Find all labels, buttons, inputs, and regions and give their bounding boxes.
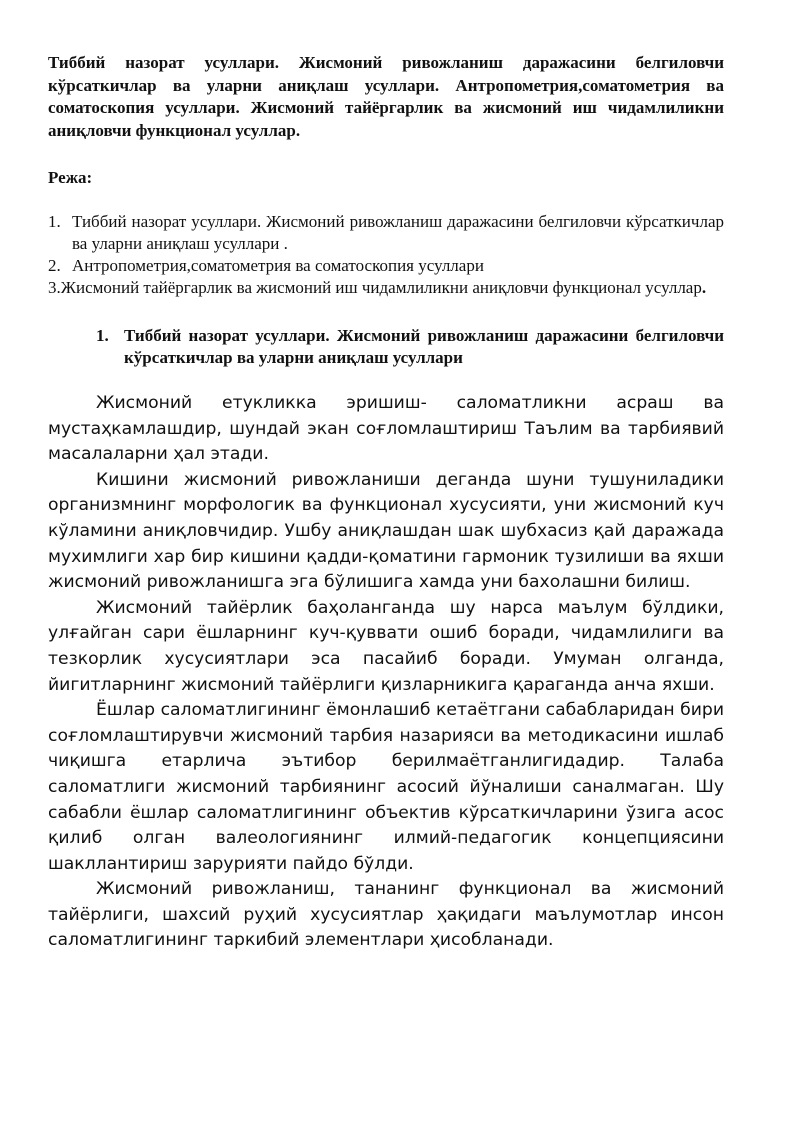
- paragraph: Жисмоний ривожланиш, тананинг функционал ва жисмоний тайёрлиги, шахсий руҳий хусусиятлар ҳақидаги маълумотлар инсон саломатлигининг таркибий элементлари ҳисобланади.: [48, 879, 724, 951]
- section-heading: [96, 325, 724, 369]
- paragraph: Жисмоний тайёрлик баҳоланганда шу нарса маълум бўлдики, улғайган сари ёшларнинг куч-қуввати ошиб боради, чидамлилиги ва тезкорлик хусусиятлари эса пасайиб боради. Умуман олганда, йигитларнинг жисмоний тайёрлиги қизларникига қараганда анча яхши.: [48, 597, 724, 695]
- plan-item-3: [48, 277, 724, 299]
- plan-item-number: 1.: [48, 212, 61, 231]
- plan-item-number: 2.: [48, 256, 61, 275]
- paragraph: Жисмоний етукликка эришиш- саломатликни асраш ва мустаҳкамлашдир, шундай экан соғломлаштириш Таълим ва тарбиявий масалаларни ҳал этади.: [48, 393, 724, 465]
- plan-item-1: [48, 211, 724, 255]
- plan-heading: Режа:: [48, 168, 93, 187]
- section-number: 1.: [96, 326, 109, 345]
- paragraph: Ёшлар саломатлигининг ёмонлашиб кетаётгани сабабларидан бири соғломлаштирувчи жисмоний тарбия назарияси ва методикасини ишлаб чиқишга етарлича эътибор берилмаётганлигидадир. Талаба саломатлиги жисмоний тарбиянинг асосий йўналиши саналмаган. Шу сабабли ёшлар саломатлигининг объектив кўрсаткичларини ўзига асос қилиб олган валеологиянинг илмий-педагогик концепциясини шакллантириш зарурияти пайдо бўлди.: [48, 700, 724, 874]
- plan-list: [48, 211, 724, 299]
- document-body: [48, 52, 724, 954]
- section-title: Тиббий назорат усуллари. Жисмоний ривожланиш даражасини белгиловчи кўрсаткичлар ва уларни аниқлаш усуллари: [124, 326, 724, 367]
- paragraph: Кишини жисмоний ривожланиши деганда шуни тушуниладики организмнинг морфологик ва функционал хусусияти, уни жисмоний куч кўламини аниқловчидир. Ушбу аниқлашдан шак шубхасиз қай даражада мухимлиги хар бир кишини қадди-қоматини гармоник тузилиши ва яхши жисмоний ривожланишга эга бўлишига хамда уни бахолашни билиш.: [48, 469, 724, 593]
- plan-item-2: [48, 255, 724, 277]
- document-title: Тиббий назорат усуллари. Жисмоний ривожланиш даражасини белгиловчи кўрсаткичлар ва уларни аниқлаш усуллари. Антропометрия,соматометрия ва соматоскопия усуллари. Жисмоний тайёргарлик ва жисмоний иш чидамлиликни аниқловчи функционал усуллар.: [48, 53, 724, 140]
- body-text: [48, 391, 724, 954]
- plan-item-text: 3.Жисмоний тайёргарлик ва жисмоний иш чидамлиликни аниқловчи функционал усуллар: [48, 278, 702, 297]
- plan-item-end-mark: .: [701, 278, 707, 297]
- plan-item-text: Антропометрия,соматометрия ва соматоскопия усуллари: [72, 256, 484, 275]
- plan-item-text: Тиббий назорат усуллари. Жисмоний ривожланиш даражасини белгиловчи кўрсаткичлар ва уларни аниқлаш усуллари .: [72, 212, 724, 253]
